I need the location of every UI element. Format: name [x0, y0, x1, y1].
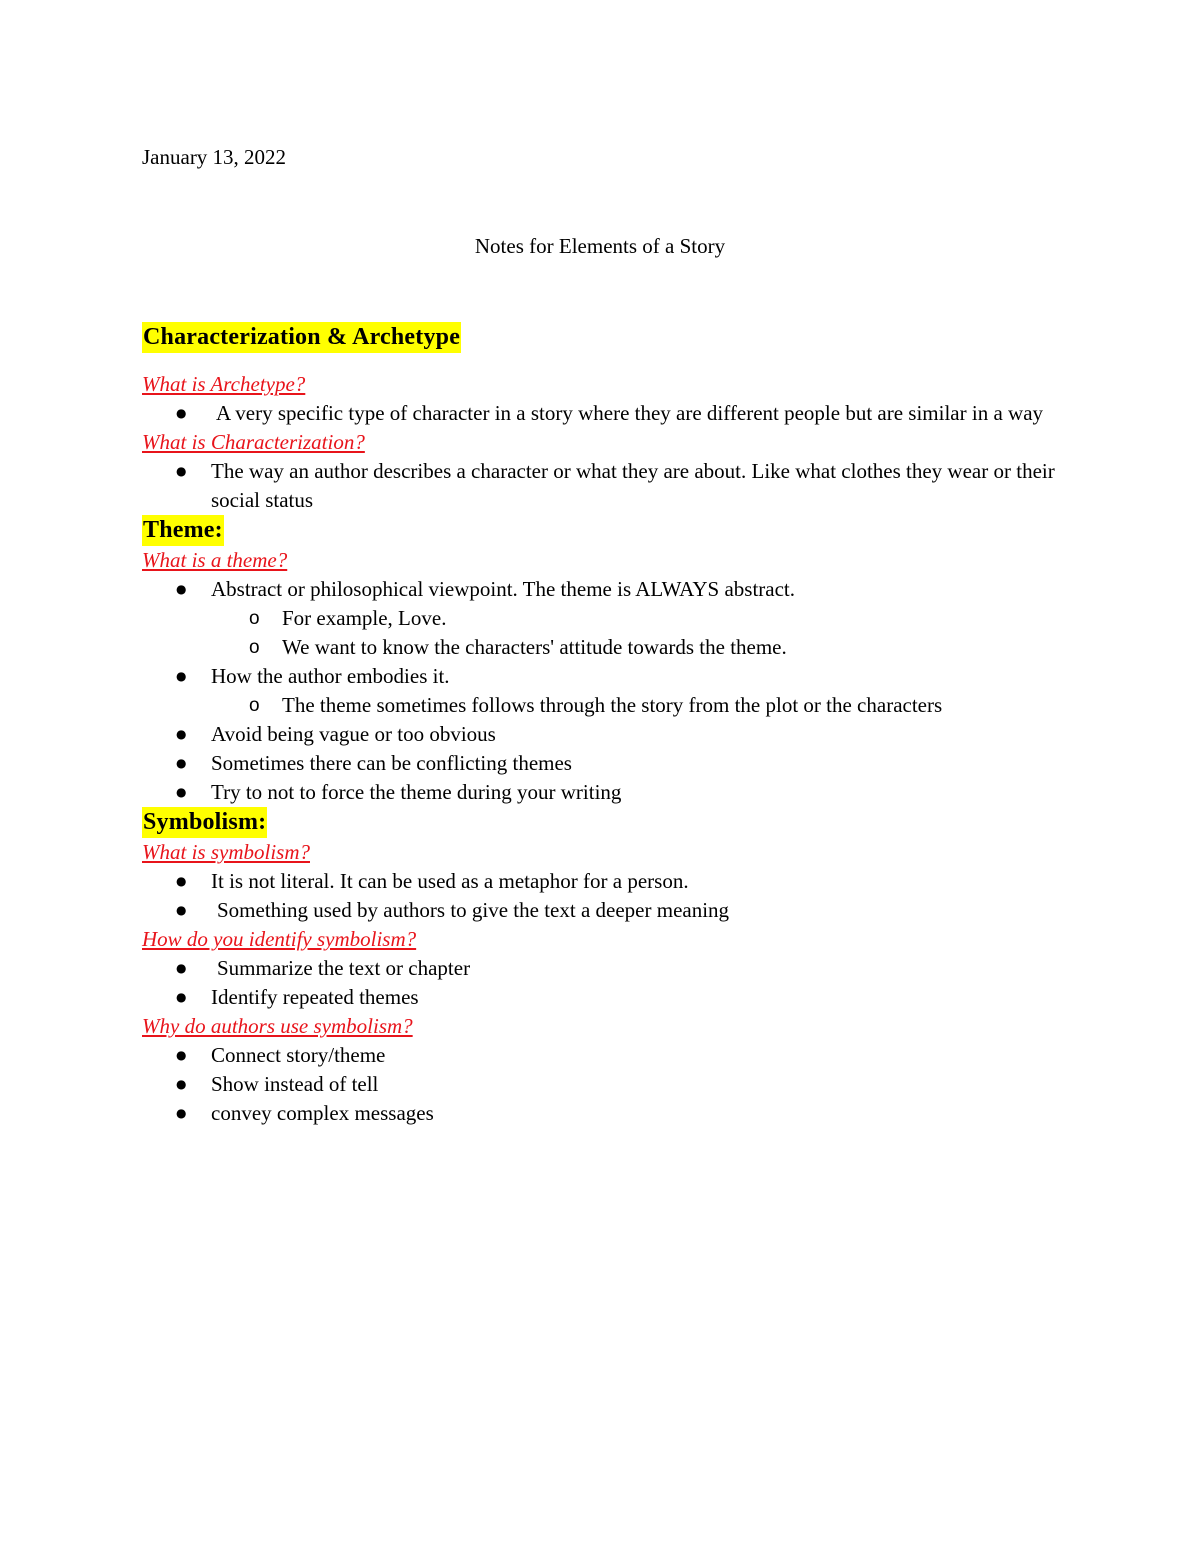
list-item: ● How the author embodies it. [142, 662, 1072, 691]
document-body [142, 322, 1072, 1128]
section-symbolism [142, 807, 1072, 838]
list-item: ● Summarize the text or chapter [142, 954, 1072, 983]
sub-list-item: o We want to know the characters' attitude towards the theme. [142, 633, 1072, 662]
sub-bullet-marker: o [249, 695, 260, 716]
list-item: ● Avoid being vague or too obvious [142, 720, 1072, 749]
section-heading: Symbolism: [142, 807, 267, 838]
list-item: ● Connect story/theme [142, 1041, 1072, 1070]
question-theme: What is a theme? [142, 548, 288, 572]
section-characterization [142, 322, 1072, 353]
document-title: Notes for Elements of a Story [474, 234, 726, 258]
list-item: ● Identify repeated themes [142, 983, 1072, 1012]
question-identify-symbolism: How do you identify symbolism? [142, 927, 417, 951]
list-item: ● It is not literal. It can be used as a metaphor for a person. [142, 867, 1072, 896]
question-characterization: What is Characterization? [142, 430, 365, 454]
section-heading: Theme: [142, 515, 224, 546]
list-item: ● Try to not to force the theme during your writing [142, 778, 1072, 807]
list-item: ● Something used by authors to give the text a deeper meaning [142, 896, 1072, 925]
sub-list-item: o The theme sometimes follows through the story from the plot or the characters [142, 691, 1072, 720]
question-symbolism: What is symbolism? [142, 840, 310, 864]
section-heading: Characterization & Archetype [142, 322, 461, 353]
question-archetype: What is Archetype? [142, 372, 306, 396]
section-theme [142, 515, 1072, 546]
list-item: ● Show instead of tell [142, 1070, 1072, 1099]
sub-list-item: o For example, Love. [142, 604, 1072, 633]
document-date: January 13, 2022 [142, 145, 287, 169]
list-item: ● Abstract or philosophical viewpoint. The theme is ALWAYS abstract. [142, 575, 1072, 604]
question-why-symbolism: Why do authors use symbolism? [142, 1014, 413, 1038]
sub-bullet-marker: o [249, 637, 260, 658]
list-item: ● convey complex messages [142, 1099, 1072, 1128]
list-item: ● The way an author describes a character or what they are about. Like what clothes they wear or their social status [142, 457, 1072, 515]
list-item: ● Sometimes there can be conflicting themes [142, 749, 1072, 778]
list-item: ● A very specific type of character in a story where they are different people but are similar in a way [142, 399, 1072, 428]
sub-bullet-marker: o [249, 608, 260, 629]
